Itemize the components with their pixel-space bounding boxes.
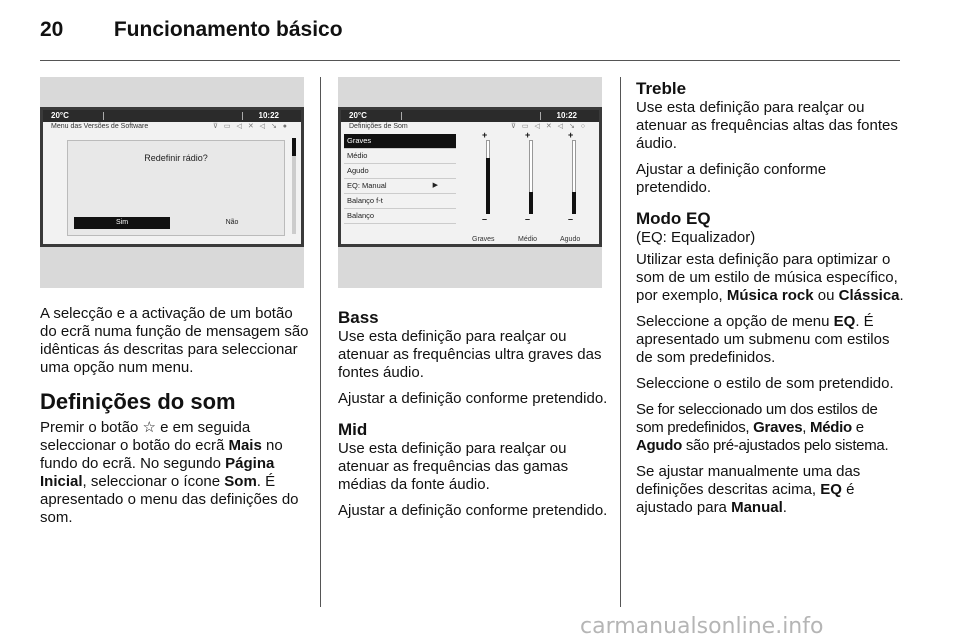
bold-term: Médio bbox=[810, 419, 852, 436]
status-separator bbox=[401, 112, 402, 120]
yes-button[interactable]: Sim bbox=[74, 217, 170, 229]
bass-adjust-paragraph: Ajustar a definição conforme pretendido. bbox=[338, 390, 608, 407]
status-separator bbox=[103, 112, 104, 120]
sound-settings-screenshot bbox=[338, 77, 602, 288]
temperature: 20°C bbox=[51, 111, 69, 120]
column-divider-1 bbox=[320, 77, 321, 607]
status-separator bbox=[540, 112, 541, 120]
page-number: 20 bbox=[40, 18, 64, 41]
text-run: é ajustado para bbox=[636, 481, 855, 516]
text-run: Premir o botão bbox=[40, 419, 143, 436]
no-button[interactable]: Não bbox=[225, 219, 239, 226]
eq-subheading: (EQ: Equalizador) bbox=[636, 229, 756, 246]
status-separator bbox=[242, 112, 243, 120]
bass-heading: Bass bbox=[338, 308, 379, 327]
status-icons: ⊽ ▭ ◁ ✕ ◁ ↘ ○ bbox=[510, 123, 587, 130]
menu-item-graves[interactable]: Graves bbox=[344, 134, 456, 149]
text-run: Se for seleccionado um dos estilos de som predefinidos, bbox=[636, 401, 878, 436]
eq-slider-agudo[interactable] bbox=[566, 130, 580, 224]
slider-fill bbox=[529, 192, 533, 214]
plus-icon: + bbox=[482, 130, 488, 140]
reset-radio-screenshot bbox=[40, 77, 304, 288]
eq-label-graves: Graves bbox=[472, 236, 495, 243]
menu-item-medio[interactable]: Médio bbox=[344, 149, 456, 164]
eq-slider-graves[interactable] bbox=[480, 130, 494, 224]
status-icons: ⊽ ▭ ◁ ✕ ◁ ↘ ● bbox=[212, 123, 289, 130]
column-3-text bbox=[636, 79, 904, 525]
minus-icon: – bbox=[568, 214, 574, 224]
treble-heading: Treble bbox=[636, 79, 687, 98]
text-run: ou bbox=[813, 287, 839, 304]
bold-term: EQ bbox=[833, 313, 856, 330]
text-run: e em seguida seleccionar o botão do ecrã bbox=[40, 419, 251, 454]
bold-term: Música rock bbox=[726, 287, 814, 304]
minus-icon: – bbox=[525, 214, 531, 224]
watermark: carmanualsonline.info bbox=[580, 614, 824, 639]
eq-label-agudo: Agudo bbox=[560, 236, 581, 243]
text-run: . bbox=[782, 499, 787, 516]
screen-titlebar bbox=[341, 122, 599, 132]
slider-fill bbox=[486, 158, 490, 214]
column-2-text bbox=[338, 308, 610, 528]
eq-slider-medio[interactable] bbox=[523, 130, 537, 224]
text-run: Utilizar esta definição para optimizar o som de um estilo de música específico, por exemplo, bbox=[636, 251, 898, 304]
status-bar bbox=[341, 110, 599, 122]
screen-title: Menu das Versões de Software bbox=[51, 123, 149, 130]
temperature: 20°C bbox=[349, 111, 367, 120]
section-heading: Definições do som bbox=[40, 389, 236, 414]
bold-term: Página Inicial bbox=[40, 455, 275, 490]
bold-term: Clássica bbox=[838, 287, 900, 304]
star-icon: ☆ bbox=[142, 419, 156, 436]
eq-mode-heading: Modo EQ bbox=[636, 209, 711, 228]
sound-settings-paragraph bbox=[40, 419, 312, 527]
text-run: Se ajustar manualmente uma das definições descritas acima, bbox=[636, 463, 861, 498]
plus-icon: + bbox=[568, 130, 574, 140]
text-run: no fundo do ecrã. No segundo bbox=[40, 437, 283, 472]
dialog-question: Redefinir rádio? bbox=[144, 153, 208, 163]
bold-term: Manual bbox=[731, 499, 783, 516]
eq-paragraph-2 bbox=[636, 313, 904, 367]
slider-fill bbox=[572, 192, 576, 214]
bold-term: Graves bbox=[753, 419, 803, 436]
display-frame bbox=[338, 107, 602, 247]
plus-icon: + bbox=[525, 130, 531, 140]
text-run: , seleccionar o ícone bbox=[82, 473, 225, 490]
page-title: Funcionamento básico bbox=[113, 18, 343, 41]
mid-paragraph: Use esta definição para realçar ou atenuar as frequências das gamas médias da fonte áudio. bbox=[338, 440, 569, 493]
header-divider bbox=[40, 60, 900, 61]
text-run: , bbox=[802, 419, 810, 436]
column-1-text bbox=[40, 305, 312, 535]
screen-titlebar bbox=[43, 122, 301, 132]
bass-paragraph: Use esta definição para realçar ou atenuar as frequências ultra graves das fontes áudio. bbox=[338, 328, 602, 381]
eq-paragraph-3: Seleccione o estilo de som pretendido. bbox=[636, 375, 894, 392]
menu-item-agudo[interactable]: Agudo bbox=[344, 164, 456, 179]
text-run: Seleccione a opção de menu bbox=[636, 313, 834, 330]
eq-paragraph-4 bbox=[636, 401, 904, 455]
menu-item-balance[interactable]: Balanço bbox=[344, 209, 456, 224]
text-run: e bbox=[851, 419, 864, 436]
text-run: são pré-ajustados pelo sistema. bbox=[681, 437, 889, 454]
column-divider-2 bbox=[620, 77, 621, 607]
clock: 10:22 bbox=[258, 111, 279, 120]
reset-dialog bbox=[67, 140, 285, 236]
display-frame bbox=[40, 107, 304, 247]
menu-item-balance-ft[interactable]: Balanço f-t bbox=[344, 194, 456, 209]
bold-term: Agudo bbox=[636, 437, 682, 454]
scrollbar-thumb[interactable] bbox=[292, 138, 296, 156]
chevron-right-icon: ▶ bbox=[432, 182, 438, 189]
treble-paragraph: Use esta definição para realçar ou atenuar as frequências altas das fontes áudio. bbox=[636, 99, 898, 152]
screen-title: Definições de Som bbox=[349, 123, 408, 130]
eq-label-medio: Médio bbox=[518, 236, 538, 243]
treble-adjust-paragraph: Ajustar a definição conforme pretendido. bbox=[636, 161, 827, 196]
scrollbar[interactable] bbox=[292, 138, 296, 234]
display-screen bbox=[43, 110, 301, 244]
minus-icon: – bbox=[482, 214, 488, 224]
bold-term: EQ bbox=[820, 481, 842, 498]
text-run: . É apresentado um submenu com estilos de som predefinidos. bbox=[636, 313, 890, 366]
menu-item-eq[interactable] bbox=[344, 179, 456, 194]
sound-menu-list bbox=[344, 134, 456, 224]
bold-term: Som bbox=[224, 473, 257, 490]
display-screen bbox=[341, 110, 599, 244]
menu-item-eq-label: EQ: Manual bbox=[347, 181, 387, 190]
page-header bbox=[40, 18, 343, 42]
intro-paragraph: A selecção e a activação de um botão do ecrã numa função de mensagem são idênticas ás descritas para seleccionar uma opção num menu. bbox=[40, 305, 309, 376]
mid-heading: Mid bbox=[338, 420, 368, 439]
status-bar bbox=[43, 110, 301, 122]
text-run: . bbox=[899, 287, 904, 304]
clock: 10:22 bbox=[556, 111, 577, 120]
eq-paragraph-1 bbox=[636, 251, 904, 305]
bold-term: Mais bbox=[228, 437, 262, 454]
mid-adjust-paragraph: Ajustar a definição conforme pretendido. bbox=[338, 502, 608, 519]
text-run: . É apresentado o menu das definições do som. bbox=[40, 473, 299, 526]
eq-paragraph-5 bbox=[636, 463, 904, 517]
